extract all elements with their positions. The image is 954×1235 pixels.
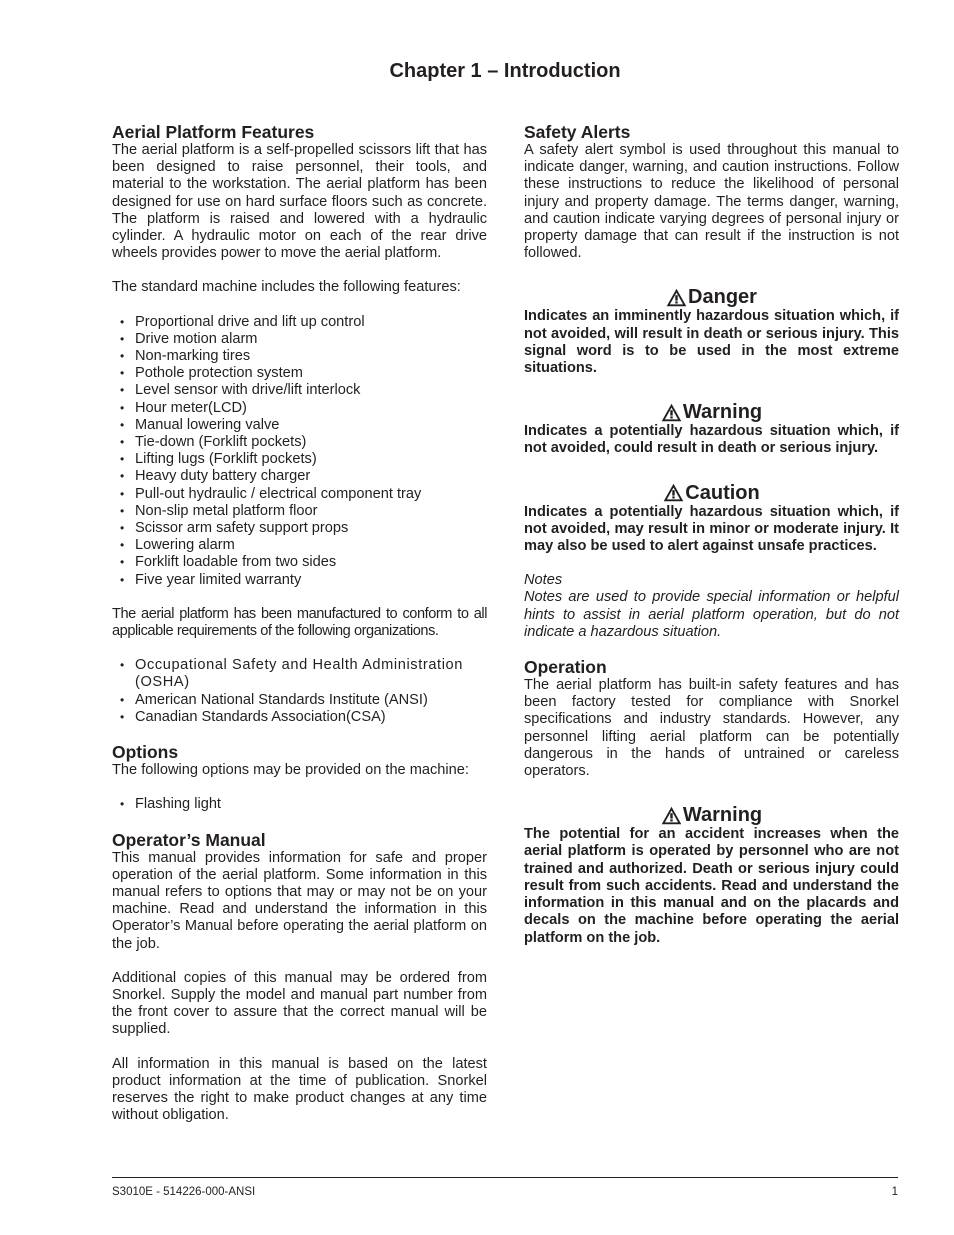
warning-triangle-icon bbox=[663, 483, 684, 502]
list-item: • Level sensor with drive/lift interlock bbox=[112, 382, 487, 399]
notes-text: Notes are used to provide special information or helpful hints to assist in aerial platform operation, but do not indicate a hazardous situation. bbox=[524, 589, 899, 640]
manual-paragraph-3: All information in this manual is based on the latest product information at the time of publication. Snorkel reserves the right to make product changes at any time without obligation. bbox=[112, 1055, 487, 1124]
list-item: • Heavy duty battery charger bbox=[112, 468, 487, 485]
features-heading: Aerial Platform Features bbox=[112, 122, 315, 142]
footer-divider bbox=[112, 1177, 898, 1178]
standard-features-intro: The standard machine includes the following features: bbox=[112, 279, 461, 296]
warning-text: The potential for an accident increases when the aerial platform is operated by personnel who are not trained and authorized. Death or serious injury could result from such accidents. Read and understand the information in this manual and on the placards and decals on the machine before operating the aerial platform on the job. bbox=[524, 826, 899, 946]
notes-label: Notes bbox=[524, 572, 563, 589]
chapter-title: Chapter 1 – Introduction bbox=[389, 60, 621, 82]
options-heading: Options bbox=[112, 742, 179, 763]
warning-title: Warning bbox=[682, 804, 763, 827]
left-column bbox=[112, 122, 487, 1124]
features-intro: The aerial platform is a self-propelled scissors lift that has been designed to raise personnel, their tools, and material to the workstation. The aerial platform has been designed for use on hard surface floors such as concrete. The platform is raised and lowered with a hydraulic cylinder. A hydraulic motor on each of the rear drive wheels provides power to move the aerial platform. bbox=[112, 142, 487, 262]
list-item: • Tie-down (Forklift pockets) bbox=[112, 434, 487, 451]
list-item: • Drive motion alarm bbox=[112, 331, 487, 348]
list-item: • American National Standards Institute (ANSI) bbox=[112, 692, 487, 709]
caution-heading bbox=[524, 482, 899, 504]
options-list bbox=[112, 796, 487, 813]
features-list bbox=[112, 314, 487, 589]
list-item: • Scissor arm safety support props bbox=[112, 520, 487, 537]
manual-paragraph-2: Additional copies of this manual may be ordered from Snorkel. Supply the model and manual part number from the front cover to assure that the correct manual will be supplied. bbox=[112, 969, 487, 1038]
warning-heading bbox=[524, 401, 899, 423]
danger-heading bbox=[524, 286, 899, 308]
caution-text: Indicates a potentially hazardous situation which, if not avoided, may result in minor or moderate injury. It may also be used to alert against unsafe practices. bbox=[524, 503, 899, 555]
manual-heading: Operator’s Manual bbox=[112, 829, 266, 850]
footer-doc-id: S3010E - 514226-000-ANSI bbox=[112, 1186, 256, 1198]
danger-text: Indicates an imminently hazardous situation which, if not avoided, will result in death or serious injury. This signal word is to be used in the most extreme situations. bbox=[524, 308, 899, 377]
page-number: 1 bbox=[891, 1186, 898, 1198]
list-item: • Canadian Standards Association(CSA) bbox=[112, 709, 487, 726]
list-item: • Manual lowering valve bbox=[112, 417, 487, 434]
list-item: • Occupational Safety and Health Administration (OSHA) bbox=[112, 657, 487, 691]
warning-text: Indicates a potentially hazardous situation which, if not avoided, could result in death or serious injury. bbox=[524, 423, 899, 457]
list-item: • Proportional drive and lift up control bbox=[112, 314, 487, 331]
danger-title: Danger bbox=[688, 286, 757, 309]
organizations-list bbox=[112, 657, 487, 726]
warning-triangle-icon bbox=[661, 806, 682, 825]
list-item: • Non-slip metal platform floor bbox=[112, 503, 487, 520]
warning-title: Warning bbox=[682, 401, 763, 424]
operation-text: The aerial platform has built-in safety features and has been factory tested for compliance with Snorkel specifications and industry standards. However, any personnel lifting aerial platform can be potentially dangerous in the hands of untrained or careless operators. bbox=[524, 677, 899, 780]
list-item: • Pull-out hydraulic / electrical component tray bbox=[112, 486, 487, 503]
right-column bbox=[524, 122, 899, 947]
list-item: • Five year limited warranty bbox=[112, 572, 487, 589]
warning-heading bbox=[524, 804, 899, 826]
safety-alerts-heading: Safety Alerts bbox=[524, 122, 631, 142]
warning-triangle-icon bbox=[666, 288, 687, 307]
caution-title: Caution bbox=[685, 481, 760, 504]
manual-paragraph-1: This manual provides information for safe and proper operation of the aerial platform. Some information in this manual refers to options that may or may not be on your machine. Read and understand the information in this Operator’s Manual before operating the aerial platform on the job. bbox=[112, 849, 487, 952]
list-item: • Lifting lugs (Forklift pockets) bbox=[112, 451, 487, 468]
list-item: • Hour meter(LCD) bbox=[112, 400, 487, 417]
list-item: • Non-marking tires bbox=[112, 348, 487, 365]
list-item: • Flashing light bbox=[112, 796, 487, 813]
safety-alerts-text: A safety alert symbol is used throughout this manual to indicate danger, warning, and caution instructions. Follow these instructions to reduce the likelihood of personal injury and property damage. The terms danger, warning, and caution indicate varying degrees of personal injury or property damage that can result if the instruction is not followed. bbox=[524, 142, 899, 262]
conformance-text: The aerial platform has been manufactured to conform to all applicable requirements of the following organizations. bbox=[112, 605, 487, 640]
warning-triangle-icon bbox=[661, 403, 682, 422]
list-item: • Pothole protection system bbox=[112, 365, 487, 382]
list-item: • Forklift loadable from two sides bbox=[112, 554, 487, 571]
list-item: • Lowering alarm bbox=[112, 537, 487, 554]
operation-heading: Operation bbox=[524, 657, 607, 678]
options-intro: The following options may be provided on the machine: bbox=[112, 762, 469, 779]
